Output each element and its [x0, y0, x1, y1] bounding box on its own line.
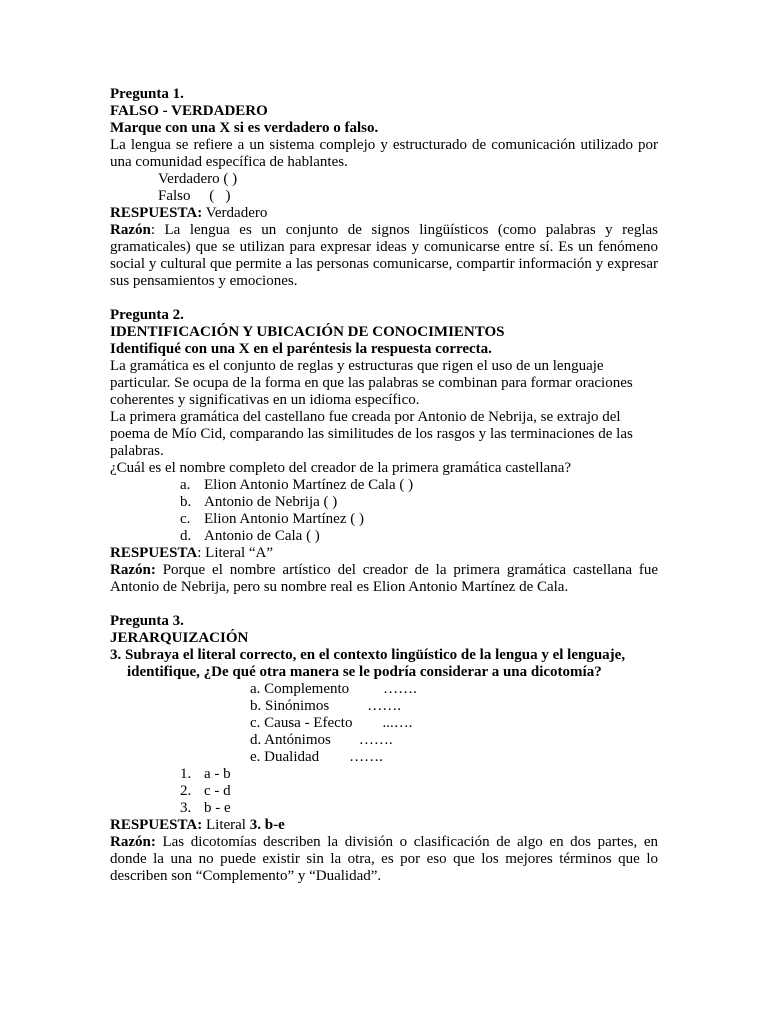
question-3-answer — [110, 817, 658, 834]
dichotomy-item-text: c. Causa - Efecto — [250, 715, 353, 731]
question-2-type: IDENTIFICACIÓN Y UBICACIÓN DE CONOCIMIENTOS — [110, 324, 505, 340]
question-1-heading: Pregunta 1. — [110, 86, 184, 102]
dichotomy-item-dots: ...…. — [382, 715, 413, 731]
dichotomy-item-dots: ……. — [383, 681, 417, 697]
dichotomy-item-dots: ……. — [349, 749, 383, 765]
question-3-heading: Pregunta 3. — [110, 613, 184, 629]
dichotomy-item-dots: ……. — [367, 698, 401, 714]
question-1-type: FALSO - VERDADERO — [110, 103, 268, 119]
dichotomy-item-text: b. Sinónimos — [250, 698, 330, 714]
choice-1: 1. a - b — [180, 766, 231, 782]
question-2-instruction: Identifiqué con una X en el paréntesis la respuesta correcta. — [110, 341, 492, 357]
option-d: d. Antonio de Cala ( ) — [180, 528, 320, 544]
option-b: b. Antonio de Nebrija ( ) — [180, 494, 338, 510]
question-1-instruction: Marque con una X si es verdadero o falso. — [110, 120, 379, 136]
answer-bold: 3. b-e — [249, 817, 285, 833]
option-a: a. Elion Antonio Martínez de Cala ( ) — [180, 477, 414, 493]
reason-label: Razón: — [110, 562, 156, 578]
question-3-items — [110, 681, 658, 766]
question-2-paragraph-2: La primera gramática del castellano fue creada por Antonio de Nebrija, se extrajo del poema de Mío Cid, comparando las similitudes de los rasgos y las terminaciones de las palabras. — [110, 409, 633, 459]
dichotomy-item-text: d. Antónimos — [250, 732, 331, 748]
document-body — [110, 86, 658, 885]
option-true: Verdadero ( ) — [158, 171, 238, 187]
choice-2: 2. c - d — [180, 783, 231, 799]
dichotomy-item — [110, 681, 658, 698]
reason-label: Razón: — [110, 834, 156, 850]
reason-text: Porque el nombre artístico del creador de la primera gramática castellana fue Antonio de Nebrija, pero su nombre real es Elion Antonio Martínez de Cala. — [110, 562, 658, 595]
answer-label: RESPUESTA — [110, 545, 198, 561]
choice-3: 3. b - e — [180, 800, 231, 816]
option-c: c. Elion Antonio Martínez ( ) — [180, 511, 364, 527]
question-2 — [110, 307, 658, 596]
question-1-answer — [110, 205, 658, 222]
question-2-reason — [110, 562, 658, 596]
question-2-answer — [110, 545, 658, 562]
dichotomy-item — [110, 698, 658, 715]
answer-label: RESPUESTA: — [110, 205, 203, 221]
dichotomy-item-text: a. Complemento — [250, 681, 350, 697]
question-3-type: JERARQUIZACIÓN — [110, 630, 249, 646]
question-1 — [110, 86, 658, 290]
dichotomy-item-text: e. Dualidad — [250, 749, 320, 765]
answer-value: Literal — [202, 817, 250, 833]
dichotomy-item — [110, 732, 658, 749]
question-1-reason — [110, 222, 658, 290]
dichotomy-item-dots: ……. — [358, 732, 393, 748]
answer-value: : Literal “A” — [197, 545, 274, 561]
option-false: Falso ( ) — [158, 188, 231, 204]
question-2-question: ¿Cuál es el nombre completo del creador de la primera gramática castellana? — [110, 460, 572, 476]
question-3 — [110, 613, 658, 885]
answer-label: RESPUESTA: — [110, 817, 203, 833]
question-1-statement: La lengua se refiere a un sistema complejo y estructurado de comunicación utilizado por una comunidad específica de hablantes. — [110, 137, 658, 170]
reason-label: Razón — [110, 222, 151, 238]
question-3-question: 3. Subraya el literal correcto, en el contexto lingüístico de la lengua y el lenguaje, identifique, ¿De qué otra manera se le podría considerar a una dicotomía? — [110, 647, 626, 680]
answer-value: Verdadero — [202, 205, 268, 221]
question-3-reason — [110, 834, 658, 885]
question-2-heading: Pregunta 2. — [110, 307, 184, 323]
question-2-paragraph-1: La gramática es el conjunto de reglas y estructuras que rigen el uso de un lenguaje particular. Se ocupa de la forma en que las palabras se combinan para formar oraciones coherentes y significativas en un idioma específico. — [110, 358, 633, 408]
dichotomy-item — [110, 715, 658, 732]
reason-text: : La lengua es un conjunto de signos lingüísticos (como palabras y reglas gramaticales) que se utilizan para expresar ideas y comunicarse entre sí. Es un fenómeno social y cultural que permite a las personas comunicarse, compartir información y expresar sus pensamientos y emociones. — [110, 222, 658, 289]
dichotomy-item — [110, 749, 658, 766]
reason-text: Las dicotomías describen la división o clasificación de algo en dos partes, en donde la una no puede existir sin la otra, es por eso que los mejores términos que lo describen son “Complemento” y “Dualidad”. — [110, 834, 658, 884]
